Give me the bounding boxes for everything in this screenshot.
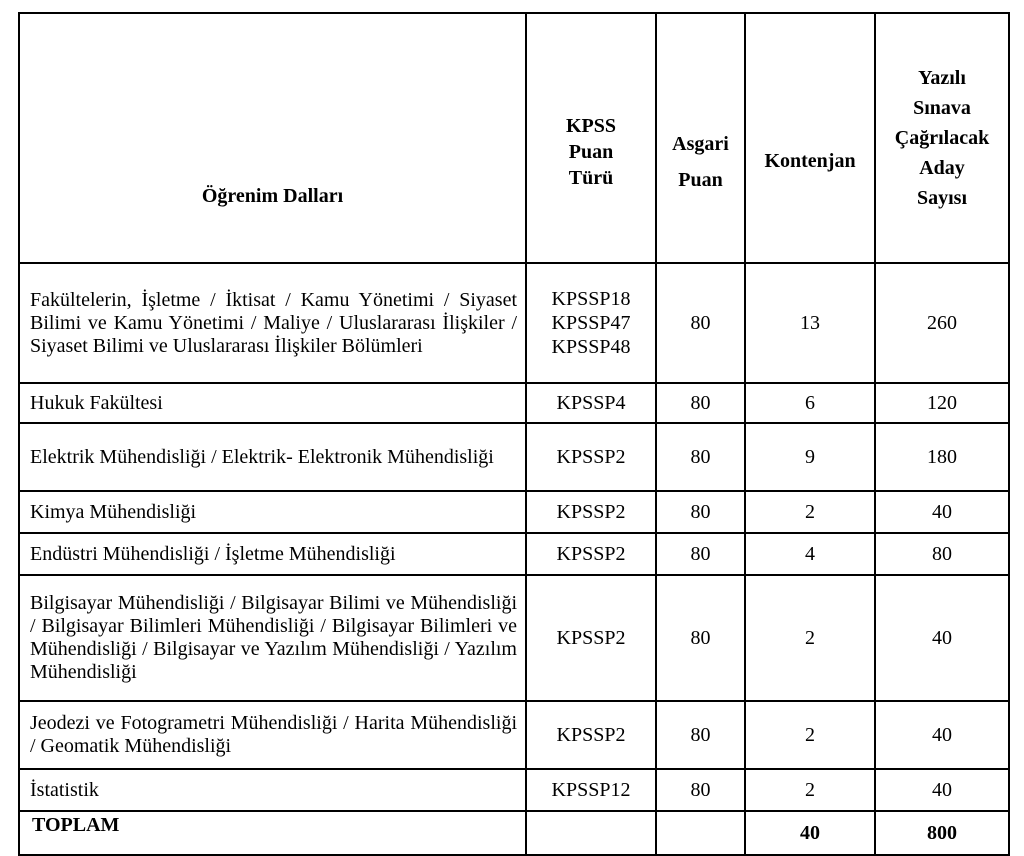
header-kpss-type-line: KPSS — [565, 115, 617, 137]
quota-cell: 6 — [745, 383, 875, 423]
quota-table — [18, 12, 1010, 856]
candidates-cell: 80 — [875, 533, 1009, 575]
min-score-cell: 80 — [656, 533, 745, 575]
header-candidates-line: Çağrılacak — [894, 127, 990, 149]
branch-cell: Fakültelerin, İşletme / İktisat / Kamu Yönetimi / Siyaset Bilimi ve Kamu Yönetimi / Maliye / Uluslararası İlişkiler / Siyaset Bilimi ve Uluslararası İlişkiler Bölümleri — [19, 263, 526, 383]
kpss-type-cell — [526, 263, 656, 383]
kpss-type-cell: KPSSP4 — [526, 383, 656, 423]
branch-cell: Elektrik Mühendisliği / Elektrik- Elektronik Mühendisliği — [19, 423, 526, 491]
table-row — [19, 491, 1009, 533]
kpss-type-cell: KPSSP2 — [526, 491, 656, 533]
candidates-cell: 40 — [875, 491, 1009, 533]
header-candidates-line: Aday — [919, 157, 965, 179]
table-row — [19, 423, 1009, 491]
header-kpss-type-line: Türü — [568, 167, 614, 189]
branch-cell: Bilgisayar Mühendisliği / Bilgisayar Bilimi ve Mühendisliği / Bilgisayar Bilimleri Mühendisliği / Bilgisayar Bilimleri ve Mühendisliği / Bilgisayar ve Yazılım Mühendisliği / Yazılım Mühendisliği — [19, 575, 526, 701]
kpss-type-value: KPSSP48 — [551, 336, 631, 358]
header-candidates — [875, 13, 1009, 263]
header-branches: Öğrenim Dalları — [19, 13, 526, 263]
total-empty-cell — [526, 811, 656, 855]
header-quota: Kontenjan — [745, 13, 875, 263]
quota-cell: 2 — [745, 701, 875, 769]
table-row — [19, 575, 1009, 701]
kpss-type-value: KPSSP18 — [551, 288, 631, 310]
table-row — [19, 533, 1009, 575]
header-row — [19, 13, 1009, 263]
header-candidates-line: Sayısı — [916, 187, 968, 209]
candidates-cell: 260 — [875, 263, 1009, 383]
min-score-cell: 80 — [656, 383, 745, 423]
table-row — [19, 383, 1009, 423]
min-score-cell: 80 — [656, 701, 745, 769]
header-kpss-type — [526, 13, 656, 263]
branch-cell: Hukuk Fakültesi — [19, 383, 526, 423]
candidates-cell: 180 — [875, 423, 1009, 491]
min-score-cell: 80 — [656, 263, 745, 383]
quota-cell: 2 — [745, 575, 875, 701]
quota-cell: 4 — [745, 533, 875, 575]
branch-cell: İstatistik — [19, 769, 526, 811]
quota-cell: 2 — [745, 769, 875, 811]
kpss-type-cell: KPSSP2 — [526, 701, 656, 769]
min-score-cell: 80 — [656, 491, 745, 533]
header-candidates-line: Yazılı — [918, 67, 966, 89]
quota-cell: 2 — [745, 491, 875, 533]
table-row — [19, 769, 1009, 811]
table-row — [19, 701, 1009, 769]
candidates-cell: 40 — [875, 701, 1009, 769]
min-score-cell: 80 — [656, 769, 745, 811]
total-quota: 40 — [745, 811, 875, 855]
min-score-cell: 80 — [656, 423, 745, 491]
table-row — [19, 263, 1009, 383]
kpss-type-cell: KPSSP2 — [526, 533, 656, 575]
total-candidates: 800 — [875, 811, 1009, 855]
kpss-type-cell: KPSSP2 — [526, 575, 656, 701]
candidates-cell: 120 — [875, 383, 1009, 423]
total-label: TOPLAM — [19, 811, 526, 855]
header-min-score-line: Asgari — [672, 133, 729, 155]
header-candidates-line: Sınava — [913, 97, 971, 119]
branch-cell: Kimya Mühendisliği — [19, 491, 526, 533]
quota-cell: 13 — [745, 263, 875, 383]
branch-cell: Jeodezi ve Fotogrametri Mühendisliği / Harita Mühendisliği / Geomatik Mühendisliği — [19, 701, 526, 769]
kpss-type-cell: KPSSP12 — [526, 769, 656, 811]
total-empty-cell — [656, 811, 745, 855]
total-row — [19, 811, 1009, 855]
candidates-cell: 40 — [875, 769, 1009, 811]
kpss-type-cell: KPSSP2 — [526, 423, 656, 491]
header-min-score — [656, 13, 745, 263]
header-kpss-type-line: Puan — [568, 141, 614, 163]
header-min-score-line: Puan — [678, 169, 723, 191]
candidates-cell: 40 — [875, 575, 1009, 701]
kpss-type-value: KPSSP47 — [551, 312, 631, 334]
min-score-cell: 80 — [656, 575, 745, 701]
quota-cell: 9 — [745, 423, 875, 491]
branch-cell: Endüstri Mühendisliği / İşletme Mühendisliği — [19, 533, 526, 575]
